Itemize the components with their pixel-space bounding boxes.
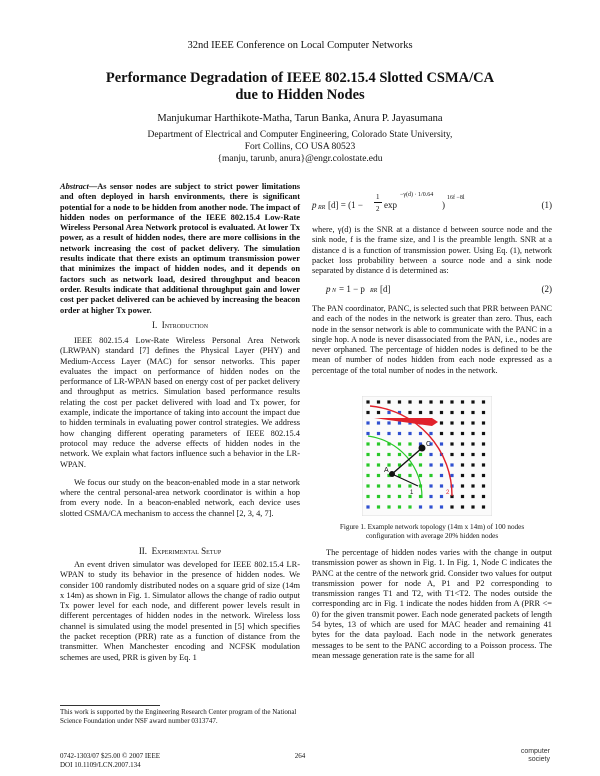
grid-node — [461, 495, 464, 498]
grid-node — [461, 442, 464, 445]
grid-node — [482, 463, 485, 466]
section-1-body — [60, 336, 300, 519]
grid-node — [450, 474, 453, 477]
grid-node — [440, 463, 443, 466]
grid-node — [398, 442, 401, 445]
grid-node — [408, 442, 411, 445]
logo-line-2: society — [528, 756, 550, 763]
grid-node — [461, 484, 464, 487]
grid-node — [377, 421, 380, 424]
eq2-sub-rr: RR — [370, 288, 378, 294]
grid-node — [482, 495, 485, 498]
grid-node — [398, 421, 401, 424]
grid-node — [461, 505, 464, 508]
grid-node — [482, 474, 485, 477]
section-1-paragraph-1: IEEE 802.15.4 Low-Rate Wireless Personal Area Network (LRWPAN) standard [7] defines the Physical Layer (PHY) and Medium-Access Layer (MAC) for sensor networks. This paper evaluates the impact on performance of hidden nodes on the performance of LR-WPAN based on energy cost of per packet delivery and throughput as metrics. Simulation based performance results relating the cost per packet delivered with load and Tx power, for example, indicate the importance of taking into account the impact due to hidden terminals in evaluating power control strategies. We address how changing different operating parameters of IEEE 802.15.4 protocol may reduce the adverse effects of hidden nodes in the network. We explain what factors influence such a behavior in the LR-WPAN. — [60, 336, 300, 469]
eq1-half-den: 2 — [376, 205, 380, 213]
figure-caption — [312, 523, 552, 541]
grid-node — [398, 453, 401, 456]
grid-node — [482, 453, 485, 456]
affiliation-line-1: Department of Electrical and Computer Engineering, Colorado State University, — [147, 130, 453, 140]
grid-node — [366, 400, 369, 403]
grid-node — [471, 432, 474, 435]
network-topology-figure — [362, 396, 492, 516]
eq1-exp: exp — [384, 200, 397, 210]
grid-node — [387, 505, 390, 508]
grid-node — [366, 474, 369, 477]
label-t1: 1 — [410, 490, 414, 496]
eq1-number: (1) — [541, 200, 552, 210]
node-a — [389, 471, 395, 477]
grid-node — [408, 505, 411, 508]
grid-node — [408, 400, 411, 403]
grid-node — [429, 453, 432, 456]
label-c: C — [426, 441, 432, 448]
grid-node — [461, 432, 464, 435]
section-2-title: Experimental Setup — [151, 546, 222, 556]
grid-node — [366, 442, 369, 445]
grid-node — [377, 495, 380, 498]
grid-node — [387, 411, 390, 414]
grid-node — [366, 453, 369, 456]
abstract-label: Abstract — [60, 182, 89, 191]
grid-node — [440, 484, 443, 487]
figure-caption-line-1: Figure 1. Example network topology (14m x 14m) of 100 nodes — [339, 523, 525, 531]
eq1-sub: RR — [318, 205, 326, 211]
grid-node — [419, 505, 422, 508]
grid-node — [440, 495, 443, 498]
grid-node — [398, 505, 401, 508]
eq1-exponent: −γ(d) · 1/0.64 — [400, 192, 434, 198]
grid-node — [461, 411, 464, 414]
abstract-text: —As sensor nodes are subject to strict power limitations and often deployed in harsh environments, there is significant potential for a node to be hidden from another node. The impact of hidden nodes on performance of the IEEE 802.15.4 Low-Rate Wireless Personal Area Network protocol is evaluated. At lower Tx power, as a result of hidden nodes, there are more collisions in the network increasing the cost of packet delivery. The simulation results indicate that there exists an optimum transmission power that minimizes the impact of hidden nodes, and it depends on factors such as network load, desired throughput and beacon order. Results indicate that additional throughput gain and lower cost per packet delivered can be achieved by increasing the beacon order at higher Tx power. — [60, 182, 300, 315]
grid-node — [440, 505, 443, 508]
grid-node — [482, 432, 485, 435]
grid-node — [440, 411, 443, 414]
equation-2 — [312, 284, 552, 298]
grid-node — [419, 411, 422, 414]
affiliation — [60, 129, 540, 165]
grid-node — [461, 474, 464, 477]
grid-node — [450, 421, 453, 424]
grid-node — [377, 505, 380, 508]
grid-node — [471, 474, 474, 477]
grid-node — [482, 400, 485, 403]
footer-doi: DOI 10.1109/LCN.2007.134 — [60, 761, 141, 769]
section-2-number: II. — [138, 546, 148, 556]
grid-node — [450, 453, 453, 456]
grid-node — [471, 411, 474, 414]
grid-node — [471, 463, 474, 466]
footnote: This work is supported by the Engineering Research Center program of the National Science Foundation under NSF award number 0313747. — [60, 708, 297, 725]
grid-node — [471, 484, 474, 487]
section-1-title: Introduction — [161, 320, 209, 330]
footer-issn: 0742-1303/07 $25.00 © 2007 IEEE — [60, 752, 161, 760]
authors: Manjukumar Harthikote-Matha, Tarun Banka, Anura P. Jayasumana — [157, 113, 443, 124]
eq1-fraction-bar — [374, 202, 382, 203]
grid-node — [429, 495, 432, 498]
grid-node — [366, 505, 369, 508]
right-paragraph-2: The PAN coordinator, PANC, is selected such that PRR between PANC and each of the nodes in the network is greater than zero. Thus, each node in the sensor network is able to communicate with the PANC in a single hop. A node is never disassociated from the PAN, i.e., nodes are never orphaned. The percentage of hidden nodes is defined to be the mean of number of nodes hidden from each node expressed as a percentage of the total number of nodes in the network. — [312, 304, 552, 375]
grid-node — [377, 453, 380, 456]
grid-node — [429, 432, 432, 435]
eq2-rest: = 1 − p — [339, 284, 365, 294]
grid-node — [461, 453, 464, 456]
grid-node — [440, 400, 443, 403]
eq2-sub-n: N — [332, 288, 337, 294]
grid-node — [429, 484, 432, 487]
grid-node — [398, 495, 401, 498]
grid-node — [471, 495, 474, 498]
paper-title — [60, 70, 540, 104]
grid-node — [450, 400, 453, 403]
right-paragraph-3 — [312, 548, 552, 661]
grid-node — [377, 463, 380, 466]
grid-node — [450, 463, 453, 466]
grid-node — [461, 421, 464, 424]
grid-node — [450, 442, 453, 445]
grid-node — [461, 463, 464, 466]
grid-node — [450, 411, 453, 414]
section-1-heading — [60, 320, 300, 330]
conference-header: 32nd IEEE Conference on Local Computer Networks — [187, 40, 413, 51]
equation-1 — [312, 192, 552, 218]
logo-line-1: computer — [520, 748, 550, 755]
grid-node — [461, 400, 464, 403]
grid-node — [408, 432, 411, 435]
grid-node — [387, 400, 390, 403]
grid-node — [429, 474, 432, 477]
grid-node — [482, 421, 485, 424]
label-a: A — [384, 467, 389, 474]
grid-node — [419, 400, 422, 403]
grid-node — [471, 505, 474, 508]
grid-node — [377, 484, 380, 487]
section-2-body — [60, 560, 300, 663]
grid-node — [377, 442, 380, 445]
node-c — [419, 445, 426, 452]
eq1-close: ) — [442, 200, 445, 210]
grid-node — [429, 463, 432, 466]
grid-node — [471, 453, 474, 456]
right-paragraph-1: where, γ(d) is the SNR at a distance d between source node and the sink node, f is the frame size, and l is the preamble length. SNR at a distance d is a function of transmission power. Using Eq. (1), network packet loss probability between a source node and a sink node separated by distance d is determined as: — [312, 225, 552, 276]
grid-node — [366, 495, 369, 498]
grid-node — [440, 442, 443, 445]
grid-node — [398, 432, 401, 435]
grid-node — [366, 484, 369, 487]
grid-node — [450, 505, 453, 508]
grid-node — [408, 484, 411, 487]
grid-node — [408, 453, 411, 456]
grid-node — [408, 474, 411, 477]
grid-node — [450, 432, 453, 435]
footer-copyright — [60, 752, 260, 770]
right-paragraph-3-text: The percentage of hidden nodes varies with the change in output transmission power as shown in Fig. 1. In Fig. 1, Node C indicates the PANC at the centre of the network grid. Consider two values for output transmission power for node A, P1 and P2 corresponding to transmission ranges T1 and T2, with T1<T2. The nodes outside the corresponding arc in Fig. 1 indicate the nodes hidden from A (PRR <= 0) for the given transmit power. Each node generated packets of length 54 bytes, 13 of which are used for MAC header and remaining 41 bytes for the data payload. Each node in the network generates messages to be sent to the PANC according to a Poisson process. The mean message generation rate is the same for all — [312, 548, 552, 660]
grid-node — [429, 411, 432, 414]
grid-node — [387, 421, 390, 424]
grid-node — [377, 400, 380, 403]
grid-node — [366, 421, 369, 424]
grid-node — [387, 484, 390, 487]
grid-node — [471, 400, 474, 403]
grid-node — [419, 453, 422, 456]
eq2-number: (2) — [541, 284, 552, 294]
grid-node — [440, 421, 443, 424]
figure-caption-line-2: configuration with average 20% hidden nodes — [365, 532, 499, 540]
grid-node — [387, 432, 390, 435]
grid-node — [482, 442, 485, 445]
section-1-paragraph-2: We focus our study on the beacon-enabled mode in a star network where the central personal-area network coordinator is within a hop from every node. In a beacon-enabled network, each device uses slotted CSMA/CA mechanism to access the channel [2, 3, 4, 7]. — [60, 477, 300, 518]
eq2-arg: [d] — [380, 284, 391, 294]
eq1-arg: [d] = (1 − — [328, 200, 363, 210]
title-line-2: due to Hidden Nodes — [235, 87, 365, 103]
eq1-power: 16f −8l — [447, 195, 465, 201]
grid-node — [377, 432, 380, 435]
grid-node — [440, 432, 443, 435]
eq2-p: p — [326, 284, 331, 294]
title-line-1: Performance Degradation of IEEE 802.15.4 Slotted CSMA/CA — [105, 70, 495, 86]
grid-node — [482, 484, 485, 487]
section-2-heading — [60, 546, 300, 556]
computer-society-logo — [500, 748, 550, 764]
grid-node — [408, 411, 411, 414]
grid-node — [366, 463, 369, 466]
grid-node — [366, 432, 369, 435]
grid-node — [429, 400, 432, 403]
grid-node — [419, 463, 422, 466]
grid-node — [398, 400, 401, 403]
grid-node — [419, 432, 422, 435]
grid-node — [377, 474, 380, 477]
grid-node — [482, 505, 485, 508]
grid-node — [429, 505, 432, 508]
grid-node — [408, 463, 411, 466]
section-2-paragraph-1: An event driven simulator was developed for IEEE 802.15.4 LR-WPAN to study its behavior in the presence of hidden nodes. We consider 100 randomly distributed nodes on a square grid of size (14m x 14m) as shown in Fig. 1. Simulator allows the change of radio output Tx power level for each node, and different power levels result in different percentages of hidden nodes in the network. Wireless loss channel is simulated using the model presented in [5] which specifies the packet reception (PRR) rate as a function of distance from the transmitter. When Manchester encoding and NCFSK modulation schemes are used, PRR is given by Eq. 1 — [60, 560, 300, 662]
grid-node — [387, 453, 390, 456]
grid-node — [471, 442, 474, 445]
page-number: 264 — [294, 752, 306, 760]
grid-node — [471, 421, 474, 424]
abstract — [60, 182, 300, 316]
grid-node — [366, 411, 369, 414]
footnote-rule — [60, 705, 160, 706]
section-1-number: I. — [151, 320, 158, 330]
grid-node — [419, 474, 422, 477]
grid-node — [377, 411, 380, 414]
affiliation-emails: {manju, tarunb, anura}@engr.colostate.edu — [217, 154, 383, 164]
grid-node — [482, 411, 485, 414]
affiliation-line-2: Fort Collins, CO USA 80523 — [244, 142, 356, 152]
eq1-p: p — [312, 200, 317, 210]
label-t2: 2 — [446, 490, 450, 496]
grid-node — [440, 474, 443, 477]
eq1-half-num: 1 — [376, 193, 380, 201]
grid-node — [398, 484, 401, 487]
grid-node — [387, 495, 390, 498]
